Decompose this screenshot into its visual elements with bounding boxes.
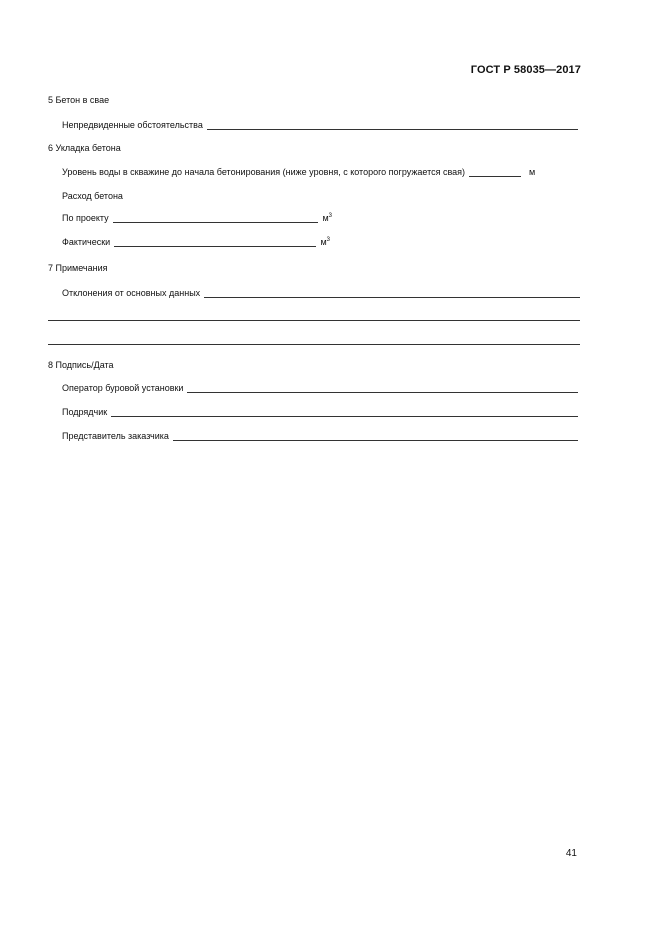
- deviations-field[interactable]: [62, 288, 580, 298]
- unforeseen-label: Непредвиденные обстоятельства: [62, 120, 203, 130]
- actual-field[interactable]: [62, 237, 330, 247]
- section-7-title: 7 Примечания: [48, 263, 108, 273]
- by-project-unit: $м^3$: [322, 213, 332, 223]
- notes-blank-line[interactable]: [48, 344, 580, 345]
- deviations-blank[interactable]: [204, 289, 580, 298]
- contractor-field[interactable]: [62, 407, 578, 417]
- contractor-blank[interactable]: [111, 408, 578, 417]
- contractor-label: Подрядчик: [62, 407, 108, 417]
- water-level-unit: м: [529, 167, 536, 177]
- by-project-blank[interactable]: [113, 214, 319, 223]
- unforeseen-field[interactable]: [62, 120, 578, 130]
- operator-blank[interactable]: [187, 384, 578, 393]
- actual-blank[interactable]: [114, 238, 316, 247]
- consumption-label: Расход бетона: [62, 191, 123, 201]
- notes-blank-line[interactable]: [48, 320, 580, 321]
- water-level-label: Уровень воды в скважине до начала бетонирования (ниже уровня, с которого погружается свая): [62, 167, 466, 177]
- water-level-blank[interactable]: [469, 168, 521, 177]
- actual-unit: $м^3$: [320, 237, 330, 247]
- deviations-label: Отклонения от основных данных: [62, 288, 201, 298]
- section-8-title: 8 Подпись/Дата: [48, 360, 114, 370]
- customer-rep-label: Представитель заказчика: [62, 431, 169, 441]
- actual-label: Фактически: [62, 237, 111, 247]
- water-level-field[interactable]: [62, 167, 578, 177]
- by-project-label: По проекту: [62, 213, 109, 223]
- customer-rep-blank[interactable]: [173, 432, 578, 441]
- unforeseen-blank[interactable]: [207, 121, 578, 130]
- customer-rep-field[interactable]: [62, 431, 578, 441]
- document-id: ГОСТ Р 58035—2017: [470, 64, 581, 76]
- section-5-title: 5 Бетон в свае: [48, 95, 110, 105]
- section-6-title: 6 Укладка бетона: [48, 143, 121, 153]
- page-number: 41: [565, 848, 577, 859]
- by-project-field[interactable]: [62, 213, 332, 223]
- operator-field[interactable]: [62, 383, 578, 393]
- operator-label: Оператор буровой установки: [62, 383, 184, 393]
